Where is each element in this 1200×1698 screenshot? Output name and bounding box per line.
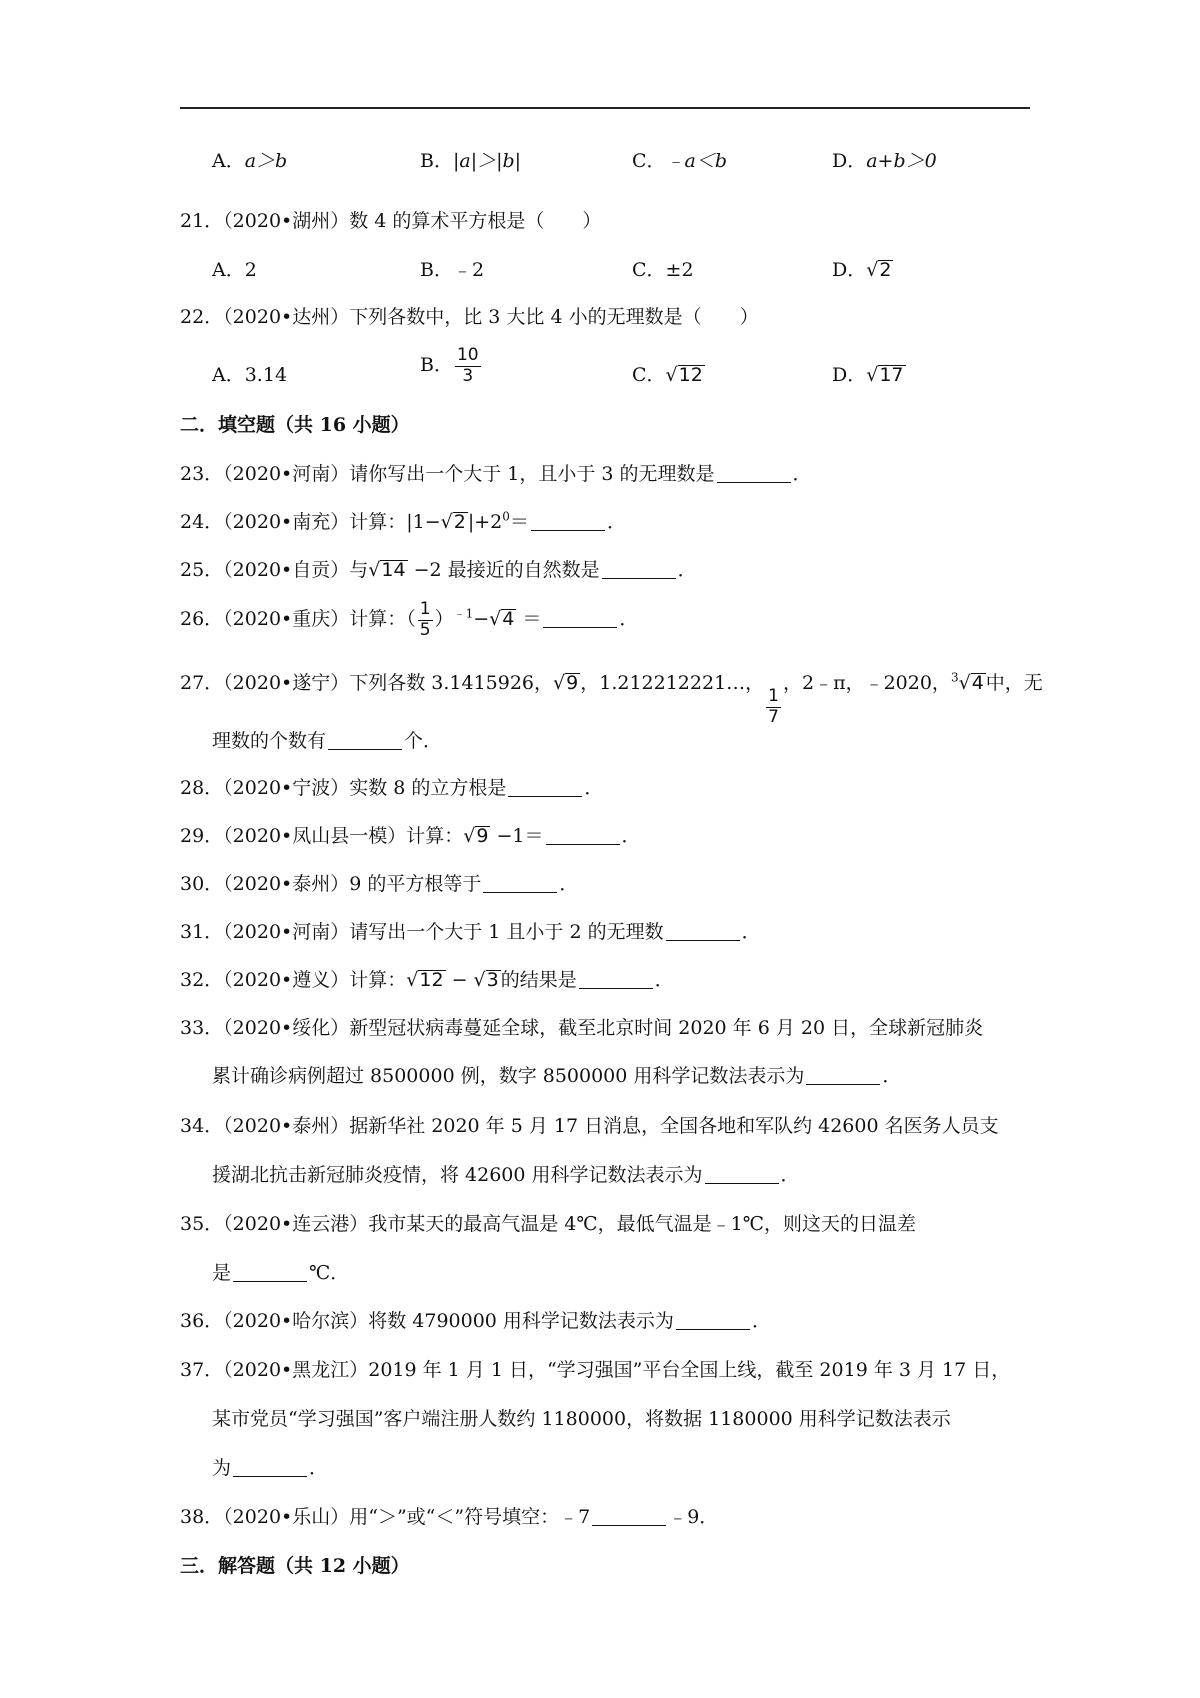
option-expr: |a|＞|b| <box>452 150 522 172</box>
question-35-line-1: 35．（2020•连云港）我市某天的最高气温是 4℃，最低气温是﹣1℃，则这天的日温差 <box>180 1213 916 1235</box>
question-31 <box>180 917 761 944</box>
punct: ． <box>559 873 579 895</box>
equals: ＝ <box>509 511 529 533</box>
question-text: 中，无 <box>985 672 1043 694</box>
question-text: 为 <box>212 1457 232 1479</box>
question-37-line-3 <box>212 1453 328 1480</box>
question-text: 理数的个数有 <box>212 730 327 752</box>
fraction <box>418 600 433 640</box>
sqrt-expr: √2 <box>440 511 466 533</box>
radicand: 3 <box>486 969 499 991</box>
option-label: B． <box>420 354 453 377</box>
answer-blank[interactable] <box>546 825 620 845</box>
punct: ． <box>792 463 812 485</box>
exponent: 0 <box>502 509 510 524</box>
minus: − <box>473 608 490 631</box>
radicand: 17 <box>879 364 904 386</box>
option-d <box>832 255 893 282</box>
sqrt-expr: √9 <box>553 672 579 694</box>
question-33-line-2 <box>212 1061 901 1088</box>
question-22-stem: 22．（2020•达州）下列各数中，比 3 大比 4 小的无理数是（ ） <box>180 306 759 328</box>
sqrt-expr: √2 <box>866 259 892 281</box>
answer-blank[interactable] <box>531 511 605 531</box>
punct: ． <box>780 1164 800 1186</box>
question-text: 36．（2020•哈尔滨）将数 4790000 用科学记数法表示为 <box>180 1310 674 1332</box>
question-35-line-2 <box>212 1258 349 1285</box>
question-24 <box>180 507 626 534</box>
question-text: 是 <box>212 1262 232 1284</box>
denominator: 3 <box>462 365 474 386</box>
option-label: D． <box>832 364 867 386</box>
option-label: C． <box>632 364 666 386</box>
answer-blank[interactable] <box>717 463 791 483</box>
question-text: 26．（2020•重庆）计算：（ <box>180 608 416 631</box>
radicand: 14 <box>381 559 406 581</box>
radicand: 12 <box>678 364 703 386</box>
question-26 <box>180 600 638 640</box>
question-37-line-2: 某市党员“学习强国”客户端注册人数约 1180000，将数据 1180000 用科学记数法表示 <box>212 1408 951 1430</box>
question-text: 累计确诊病例超过 8500000 例，数字 8500000 用科学记数法表示为 <box>212 1065 805 1087</box>
punct: ． <box>584 777 604 799</box>
question-text: 29．（2020•凤山县一模）计算： <box>180 825 464 847</box>
option-label: A． <box>212 150 245 172</box>
question-25 <box>180 555 697 582</box>
punct: ﹣9． <box>668 1506 719 1528</box>
question-text: 27．（2020•遂宁）下列各数 3.1415926， <box>180 672 554 694</box>
answer-blank[interactable] <box>602 559 676 579</box>
option-label: C． <box>632 150 666 172</box>
radicand: 2 <box>879 259 892 281</box>
answer-blank[interactable] <box>676 1310 750 1330</box>
option-b: B．﹣2 <box>420 259 485 281</box>
question-text: 援湖北抗击新冠肺炎疫情，将 42600 用科学记数法表示为 <box>212 1164 703 1186</box>
question-27-line-1 <box>180 668 1043 727</box>
question-text: −2 最接近的自然数是 <box>407 559 600 581</box>
option-expr: a+b＞0 <box>866 150 937 172</box>
question-text: −1＝ <box>490 825 544 847</box>
punct: 个． <box>404 730 443 752</box>
equals: ＝ <box>516 608 542 631</box>
option-b <box>420 346 483 386</box>
question-text: 31．（2020•河南）请写出一个大于 1 且小于 2 的无理数 <box>180 921 664 943</box>
question-29 <box>180 821 641 848</box>
radicand: 2 <box>453 511 466 533</box>
question-text: 30．（2020•泰州）9 的平方根等于 <box>180 873 482 895</box>
question-text: ，2﹣π，﹣2020， <box>783 672 951 694</box>
sqrt-expr: √14 <box>368 559 406 581</box>
option-label: D． <box>832 259 867 281</box>
cube-root-expr: √4 <box>958 672 984 694</box>
radicand: 4 <box>971 672 984 694</box>
sqrt-expr: √9 <box>463 825 489 847</box>
question-23 <box>180 459 812 486</box>
question-text: 的结果是 <box>500 969 577 991</box>
question-38 <box>180 1502 718 1529</box>
numerator: 1 <box>419 599 431 619</box>
punct: ． <box>309 1457 329 1479</box>
option-c <box>632 360 705 387</box>
answer-blank[interactable] <box>508 777 582 797</box>
answer-blank[interactable] <box>328 730 402 750</box>
section-heading: 三．解答题（共 12 小题） <box>180 1555 410 1577</box>
section-heading: 二．填空题（共 16 小题） <box>180 414 410 436</box>
sqrt-expr: √3 <box>473 969 499 991</box>
option-c: C．±2 <box>632 259 694 281</box>
radicand: 9 <box>566 672 579 694</box>
question-text: 32．（2020•遵义）计算： <box>180 969 407 991</box>
punct: ． <box>619 608 639 631</box>
question-34-line-2 <box>212 1160 800 1187</box>
punct: ． <box>882 1065 902 1087</box>
option-d <box>832 360 906 387</box>
punct: ． <box>654 969 674 991</box>
option-expr: ﹣a＜b <box>665 150 728 172</box>
question-27-line-2 <box>212 726 442 753</box>
answer-blank[interactable] <box>233 1262 307 1282</box>
answer-blank[interactable] <box>666 921 740 941</box>
option-b <box>420 146 521 173</box>
root-index: 3 <box>950 670 959 685</box>
radicand: 12 <box>419 969 444 991</box>
denominator: 7 <box>768 706 779 727</box>
punct: ． <box>621 825 641 847</box>
numerator: 10 <box>456 345 479 365</box>
radicand: 4 <box>502 608 515 631</box>
option-a: A．2 <box>212 259 257 281</box>
question-34-line-1: 34．（2020•泰州）据新华社 2020 年 5 月 17 日消息，全国各地和军队约 42600 名医务人员支 <box>180 1115 999 1137</box>
question-21-stem: 21．（2020•湖州）数 4 的算术平方根是（ ） <box>180 210 602 232</box>
option-a <box>212 146 287 173</box>
punct: ． <box>751 1310 771 1332</box>
answer-blank[interactable] <box>579 969 653 989</box>
question-text: 24．（2020•南充）计算：|1− <box>180 511 441 533</box>
question-text: ） <box>434 608 454 631</box>
option-label: B． <box>420 150 453 172</box>
sqrt-expr: √12 <box>406 969 444 991</box>
question-30 <box>180 869 578 896</box>
question-text: 28．（2020•宁波）实数 8 的立方根是 <box>180 777 507 799</box>
minus: − <box>445 969 474 991</box>
option-c <box>632 146 727 173</box>
denominator: 5 <box>419 619 431 640</box>
exponent: ﹣1 <box>453 606 474 621</box>
punct: ℃． <box>309 1262 350 1284</box>
option-d <box>832 146 937 173</box>
punct: ． <box>606 511 626 533</box>
question-36 <box>180 1306 771 1333</box>
question-33-line-1: 33．（2020•绥化）新型冠状病毒蔓延全球，截至北京时间 2020 年 6 月 20 日，全球新冠肺炎 <box>180 1017 984 1039</box>
question-text: 25．（2020•自贡）与 <box>180 559 369 581</box>
radicand: 9 <box>476 825 489 847</box>
header-rule <box>180 107 1030 109</box>
answer-blank[interactable] <box>543 608 617 628</box>
question-text: 23．（2020•河南）请你写出一个大于 1，且小于 3 的无理数是 <box>180 463 715 485</box>
sqrt-expr: √4 <box>489 608 515 631</box>
option-expr: a＞b <box>244 150 288 172</box>
numerator: 1 <box>768 686 779 706</box>
sqrt-expr: √12 <box>665 364 703 386</box>
answer-blank[interactable] <box>806 1065 880 1085</box>
fraction <box>455 346 481 386</box>
answer-blank[interactable] <box>233 1457 307 1477</box>
fraction <box>766 687 781 727</box>
punct: ． <box>677 559 697 581</box>
punct: ． <box>741 921 761 943</box>
sqrt-expr: √17 <box>866 364 904 386</box>
question-text: 38．（2020•乐山）用“＞”或“＜”符号填空：﹣7 <box>180 1506 591 1528</box>
answer-blank[interactable] <box>705 1164 779 1184</box>
question-28 <box>180 773 603 800</box>
answer-blank[interactable] <box>592 1506 666 1526</box>
option-a: A．3.14 <box>212 364 288 386</box>
answer-blank[interactable] <box>483 873 557 893</box>
option-label: D． <box>832 150 867 172</box>
question-text: ，1.212212221…， <box>580 672 765 694</box>
question-text: |+2 <box>467 511 503 533</box>
question-32 <box>180 965 674 992</box>
question-37-line-1: 37．（2020•黑龙江）2019 年 1 月 1 日，“学习强国”平台全国上线，截至 2019 年 3 月 17 日， <box>180 1359 1011 1381</box>
